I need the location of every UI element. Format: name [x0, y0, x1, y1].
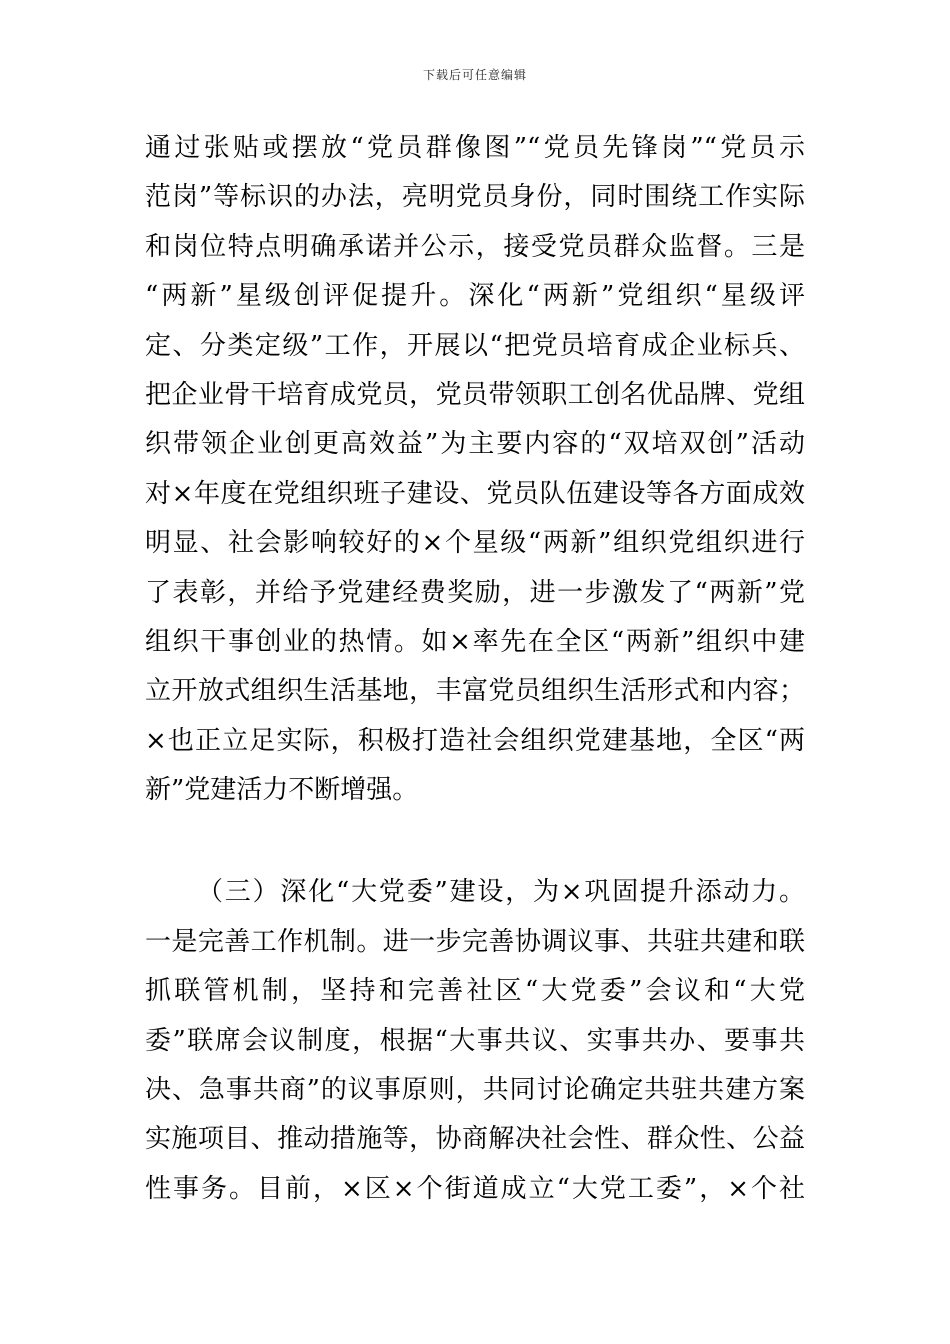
text-line: 抓联管机制，坚持和完善社区“大党委”会议和“大党: [145, 976, 805, 1007]
paragraph-party-member-identification: [145, 124, 805, 815]
text-line: 实施项目、推动措施等，协商解决社会性、群众性、公益: [145, 1124, 805, 1155]
paragraph-spacer: [145, 815, 805, 868]
text-line: 组织干事创业的热情。如×率先在全区“两新”组织中建: [145, 626, 805, 657]
text-line: 织带领企业创更高效益”为主要内容的“双培双创”活动: [145, 429, 805, 460]
text-line: 新”党建活力不断增强。: [145, 775, 419, 806]
text-line: ×也正立足实际，积极打造社会组织党建基地，全区“两: [145, 725, 805, 756]
text-line: 范岗”等标识的办法，亮明党员身份，同时围绕工作实际: [145, 182, 805, 213]
text-line: 委”联席会议制度，根据“大事共议、实事共办、要事共: [145, 1025, 805, 1056]
text-line: 对×年度在党组织班子建设、党员队伍建设等各方面成效: [145, 478, 805, 509]
text-line: 立开放式组织生活基地，丰富党员组织生活形式和内容；: [145, 676, 805, 707]
page-header: 下载后可任意编辑: [422, 68, 527, 82]
text-line: 决、急事共商”的议事原则，共同讨论确定共驻共建方案: [145, 1075, 805, 1106]
section-heading-line: （三）深化“大党委”建设，为×巩固提升添动力。: [197, 877, 805, 908]
text-line: 把企业骨干培育成党员，党员带领职工创名优品牌、党组: [145, 379, 805, 410]
text-line: 和岗位特点明确承诺并公示，接受党员群众监督。三是: [145, 231, 805, 262]
text-line: 一是完善工作机制。进一步完善协调议事、共驻共建和联: [145, 926, 805, 957]
paragraph-big-party-committee: [145, 868, 805, 1214]
text-line: 定、分类定级”工作，开展以“把党员培育成企业标兵、: [145, 330, 805, 361]
document-body: [145, 124, 805, 1214]
text-line: 性事务。目前，×区×个街道成立“大党工委”，×个社: [145, 1173, 805, 1204]
text-line: “两新”星级创评促提升。深化“两新”党组织“星级评: [145, 281, 805, 312]
text-line: 明显、社会影响较好的×个星级“两新”组织党组织进行: [145, 528, 805, 559]
text-line: 了表彰，并给予党建经费奖励，进一步激发了“两新”党: [145, 577, 805, 608]
text-line: 通过张贴或摆放“党员群像图”“党员先锋岗”“党员示: [145, 133, 805, 163]
